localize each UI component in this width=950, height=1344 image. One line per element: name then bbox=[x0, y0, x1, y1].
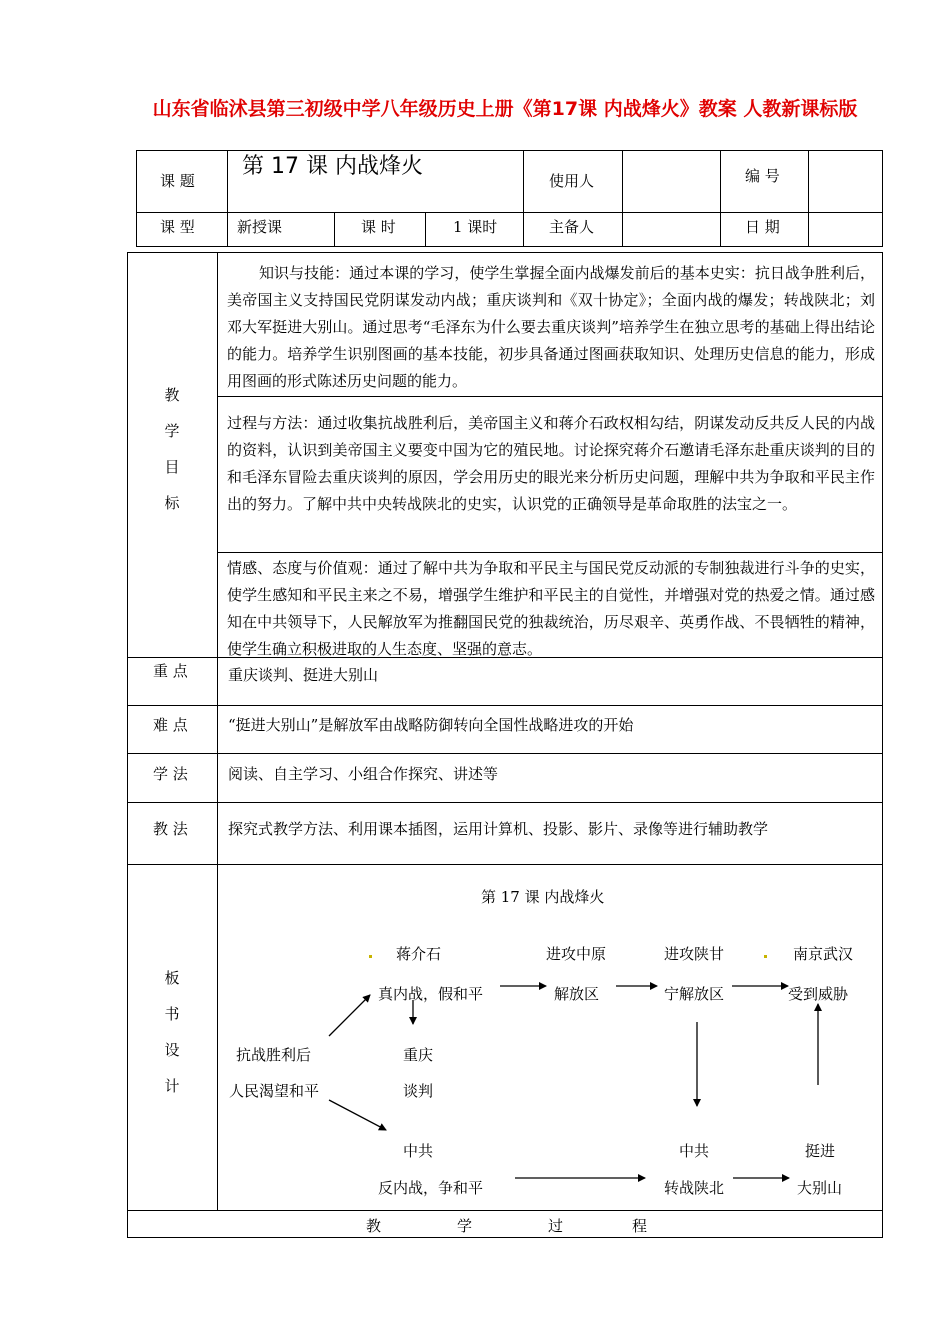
board-shift-north-shaanxi: 转战陕北 bbox=[664, 1179, 725, 1197]
key-point-value: 重庆谈判、挺进大别山 bbox=[228, 666, 379, 684]
difficulty-value: “挺进大别山”是解放军由战略防御转向全国性战略进攻的开始 bbox=[228, 716, 634, 734]
process-char-1: 教 bbox=[366, 1217, 382, 1235]
teaching-method-value: 探究式教学方法、利用课本插图，运用计算机、投影、影片、录像等进行辅助教学 bbox=[228, 820, 769, 838]
board-label-4: 计 bbox=[164, 1077, 180, 1095]
board-dabie-mountains: 大别山 bbox=[797, 1179, 843, 1197]
board-people-want-peace: 人民渴望和平 bbox=[229, 1082, 320, 1100]
preparer-label: 主备人 bbox=[549, 218, 595, 236]
process-objective: 过程与方法：通过收集抗战胜利后，美帝国主义和蒋介石政权相勾结，阴谋发动反共反人民的内战的资料，认识到美帝国主义要变中国为它的殖民地。讨论探究蒋介石邀请毛泽东赴重庆谈判的目的和毛泽东冒险去重庆谈判的原因，学会用历史的眼光来分析历史问题，理解中共为争取和平民主作出的努力。了解中共中央转战陕北的史实，认识党的正确领导是革命取胜的法宝之一。 bbox=[227, 414, 875, 513]
board-heading: 第 17 课 内战烽火 bbox=[481, 888, 605, 906]
arrow-to-cpc bbox=[329, 1100, 386, 1130]
arrow-to-real-war bbox=[329, 995, 370, 1036]
difficulty-label: 难 点 bbox=[153, 716, 188, 734]
lesson-type-value: 新授课 bbox=[237, 218, 283, 236]
board-label-3: 设 bbox=[164, 1041, 180, 1059]
number-label: 编 号 bbox=[745, 167, 780, 185]
board-ning-liberated-area: 宁解放区 bbox=[664, 985, 725, 1003]
board-advance: 挺进 bbox=[805, 1142, 836, 1160]
process-char-4: 程 bbox=[632, 1217, 648, 1235]
board-oppose-war: 反内战，争和平 bbox=[378, 1179, 484, 1197]
board-chongqing: 重庆 bbox=[403, 1046, 434, 1064]
process-char-2: 学 bbox=[457, 1217, 473, 1235]
board-after-victory: 抗战胜利后 bbox=[236, 1046, 312, 1064]
objectives-label-2: 学 bbox=[164, 422, 180, 440]
board-attack-central-plains: 进攻中原 bbox=[546, 945, 607, 963]
board-attack-shaangan: 进攻陕甘 bbox=[664, 945, 725, 963]
board-cpc-1: 中共 bbox=[403, 1142, 434, 1160]
objectives-label-1: 教 bbox=[164, 386, 180, 404]
document-title: 山东省临沭县第三初级中学八年级历史上册《第17课 内战烽火》教案 人教新课标版 bbox=[152, 98, 858, 120]
knowledge-objective: 知识与技能：通过本课的学习，使学生掌握全面内战爆发前后的基本史实：抗日战争胜利后，美帝国主义支持国民党阴谋发动内战；重庆谈判和《双十协定》；全面内战的爆发；转战陕北；刘邓大军挺进大别山。通过思考“毛泽东为什么要去重庆谈判”培养学生在独立思考的基础上得出结论的能力。培养学生识别图画的基本技能，初步具备通过图画获取知识、处理历史信息的能力，形成用图画的形式陈述历史问题的能力。 bbox=[227, 264, 875, 390]
emotion-objective: 情感、态度与价值观：通过了解中共为争取和平民主与国民党反动派的专制独裁进行斗争的史实，使学生感知和平民主来之不易，增强学生维护和平民主的自觉性，并增强对党的热爱之情。通过感知在中共领导下，人民解放军为推翻国民党的独裁统治，历尽艰辛、英勇作战、不畏牺牲的精神，使学生确立积极进取的人生态度、坚强的意志。 bbox=[227, 559, 875, 658]
lesson-title-label: 课 题 bbox=[160, 172, 195, 190]
learning-method-value: 阅读、自主学习、小组合作探究、讲述等 bbox=[228, 765, 499, 783]
board-cpc-2: 中共 bbox=[679, 1142, 710, 1160]
class-hours-value: 1 课时 bbox=[453, 218, 498, 236]
board-label-1: 板 bbox=[164, 969, 180, 987]
board-liberated-area: 解放区 bbox=[554, 985, 600, 1003]
board-threatened: 受到威胁 bbox=[788, 985, 849, 1003]
process-char-3: 过 bbox=[548, 1217, 564, 1235]
key-point-label: 重 点 bbox=[153, 662, 188, 680]
date-label: 日 期 bbox=[745, 218, 780, 236]
objectives-label-3: 目 bbox=[164, 458, 180, 476]
objectives-label-4: 标 bbox=[164, 494, 180, 512]
lesson-title-value: 第 17 课 内战烽火 bbox=[242, 154, 423, 179]
learning-method-label: 学 法 bbox=[153, 765, 188, 783]
yellow-mark bbox=[764, 955, 767, 958]
board-nanjing-wuhan: 南京武汉 bbox=[793, 945, 854, 963]
teaching-method-label: 教 法 bbox=[153, 820, 188, 838]
board-negotiation: 谈判 bbox=[403, 1082, 434, 1100]
user-label: 使用人 bbox=[549, 172, 595, 190]
yellow-mark bbox=[369, 955, 372, 958]
board-label-2: 书 bbox=[164, 1005, 180, 1023]
class-hours-label: 课 时 bbox=[361, 218, 396, 236]
board-real-war-fake-peace: 真内战，假和平 bbox=[378, 985, 484, 1003]
lesson-type-label: 课 型 bbox=[160, 218, 195, 236]
board-jiangjieshi: 蒋介石 bbox=[396, 945, 442, 963]
